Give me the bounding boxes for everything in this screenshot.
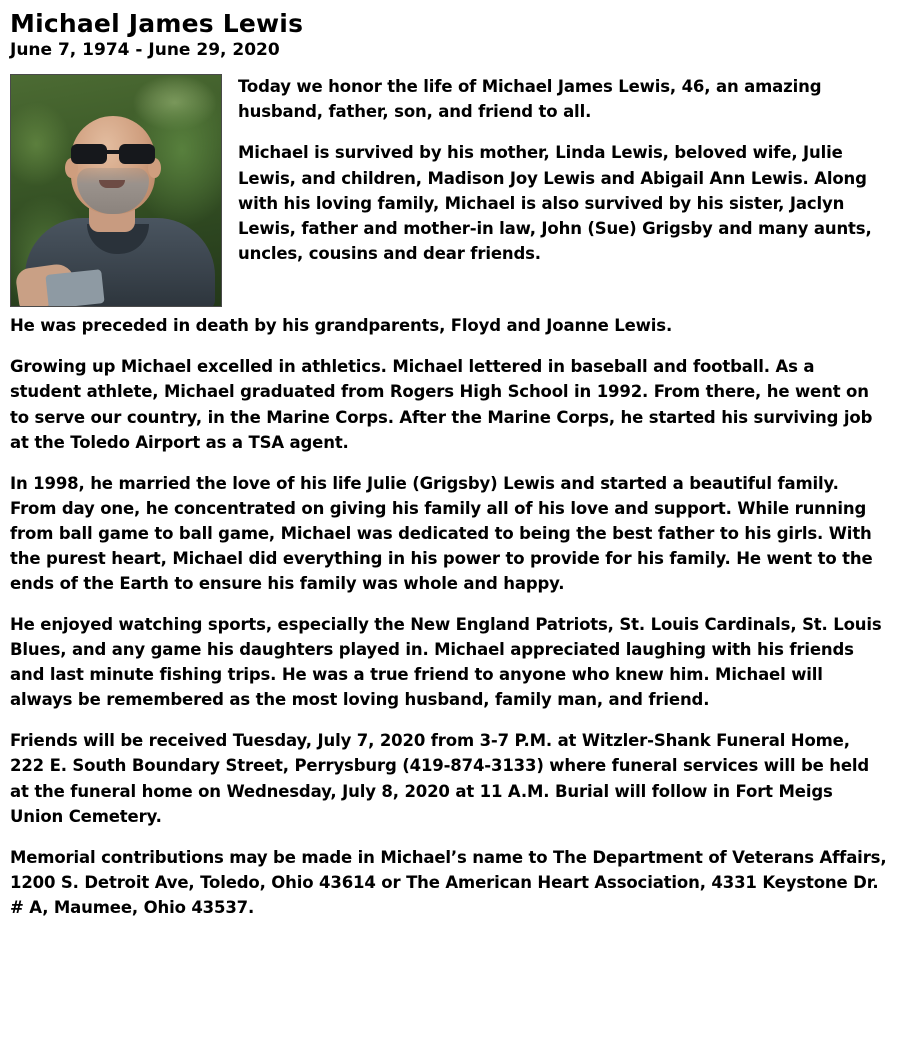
sunglasses-lens-left [71, 144, 107, 164]
obituary-paragraph: He enjoyed watching sports, especially the New England Patriots, St. Louis Cardinals, St. Louis Blues, and any game his daughters played in. Michael appreciated laughing with his friends and last minute fishing trips. He was a true friend to anyone who knew him. Michael will always be remembered as the most loving husband, family man, and friend. [10, 615, 882, 710]
sunglasses-icon [69, 144, 157, 164]
life-dates: June 7, 1974 - June 29, 2020 [10, 39, 280, 60]
photo-background [11, 75, 221, 306]
obituary-paragraph: Growing up Michael excelled in athletics. Michael lettered in baseball and football. As a student athlete, Michael graduated from Rogers High School in 1992. From there, he went on to serve our country, in the Marine Corps. After the Marine Corps, he started his surviving job at the Toledo Airport as a TSA agent. [10, 357, 873, 452]
obituary-paragraph: In 1998, he married the love of his life Julie (Grigsby) Lewis and started a beautiful family. From day one, he concentrated on giving his family all of his love and support. While running from ball game to ball game, Michael was dedicated to being the best father to his girls. With the purest heart, Michael did everything in his power to provide for his family. He went to the ends of the Earth to ensure his family was whole and happy. [10, 473, 873, 593]
obituary-paragraph: Friends will be received Tuesday, July 7, 2020 from 3-7 P.M. at Witzler-Shank Funeral Home, 222 E. South Boundary Street, Perrysburg (419-874-3133) where funeral services will be held at the funeral home on Wednesday, July 8, 2020 at 11 A.M. Burial will follow in Fort Meigs Union Cemetery. [10, 731, 870, 826]
obituary-paragraph: Michael is survived by his mother, Linda Lewis, beloved wife, Julie Lewis, and children, Madison Joy Lewis and Abigail Ann Lewis. Along with his loving family, Michael is also survived by his sister, Jaclyn Lewis, father and mother-in law, John (Sue) Grigsby and many aunts, uncles, cousins and dear friends. [238, 143, 872, 263]
portrait-photo [10, 74, 222, 307]
page-title: Michael James Lewis [10, 9, 304, 38]
subject-held-object [45, 269, 104, 307]
obituary-paragraph: Today we honor the life of Michael James Lewis, 46, an amazing husband, father, son, and friend to all. [238, 77, 822, 122]
obituary-paragraph: He was preceded in death by his grandparents, Floyd and Joanne Lewis. [10, 316, 673, 336]
obituary-body [10, 74, 887, 313]
obituary-paragraph: Memorial contributions may be made in Michael’s name to The Department of Veterans Affairs, 1200 S. Detroit Ave, Toledo, Ohio 43614 or The American Heart Association, 4331 Keystone Dr. # A, Maumee, Ohio 43537. [10, 847, 887, 917]
sunglasses-lens-right [119, 144, 155, 164]
sunglasses-bridge [107, 150, 119, 154]
